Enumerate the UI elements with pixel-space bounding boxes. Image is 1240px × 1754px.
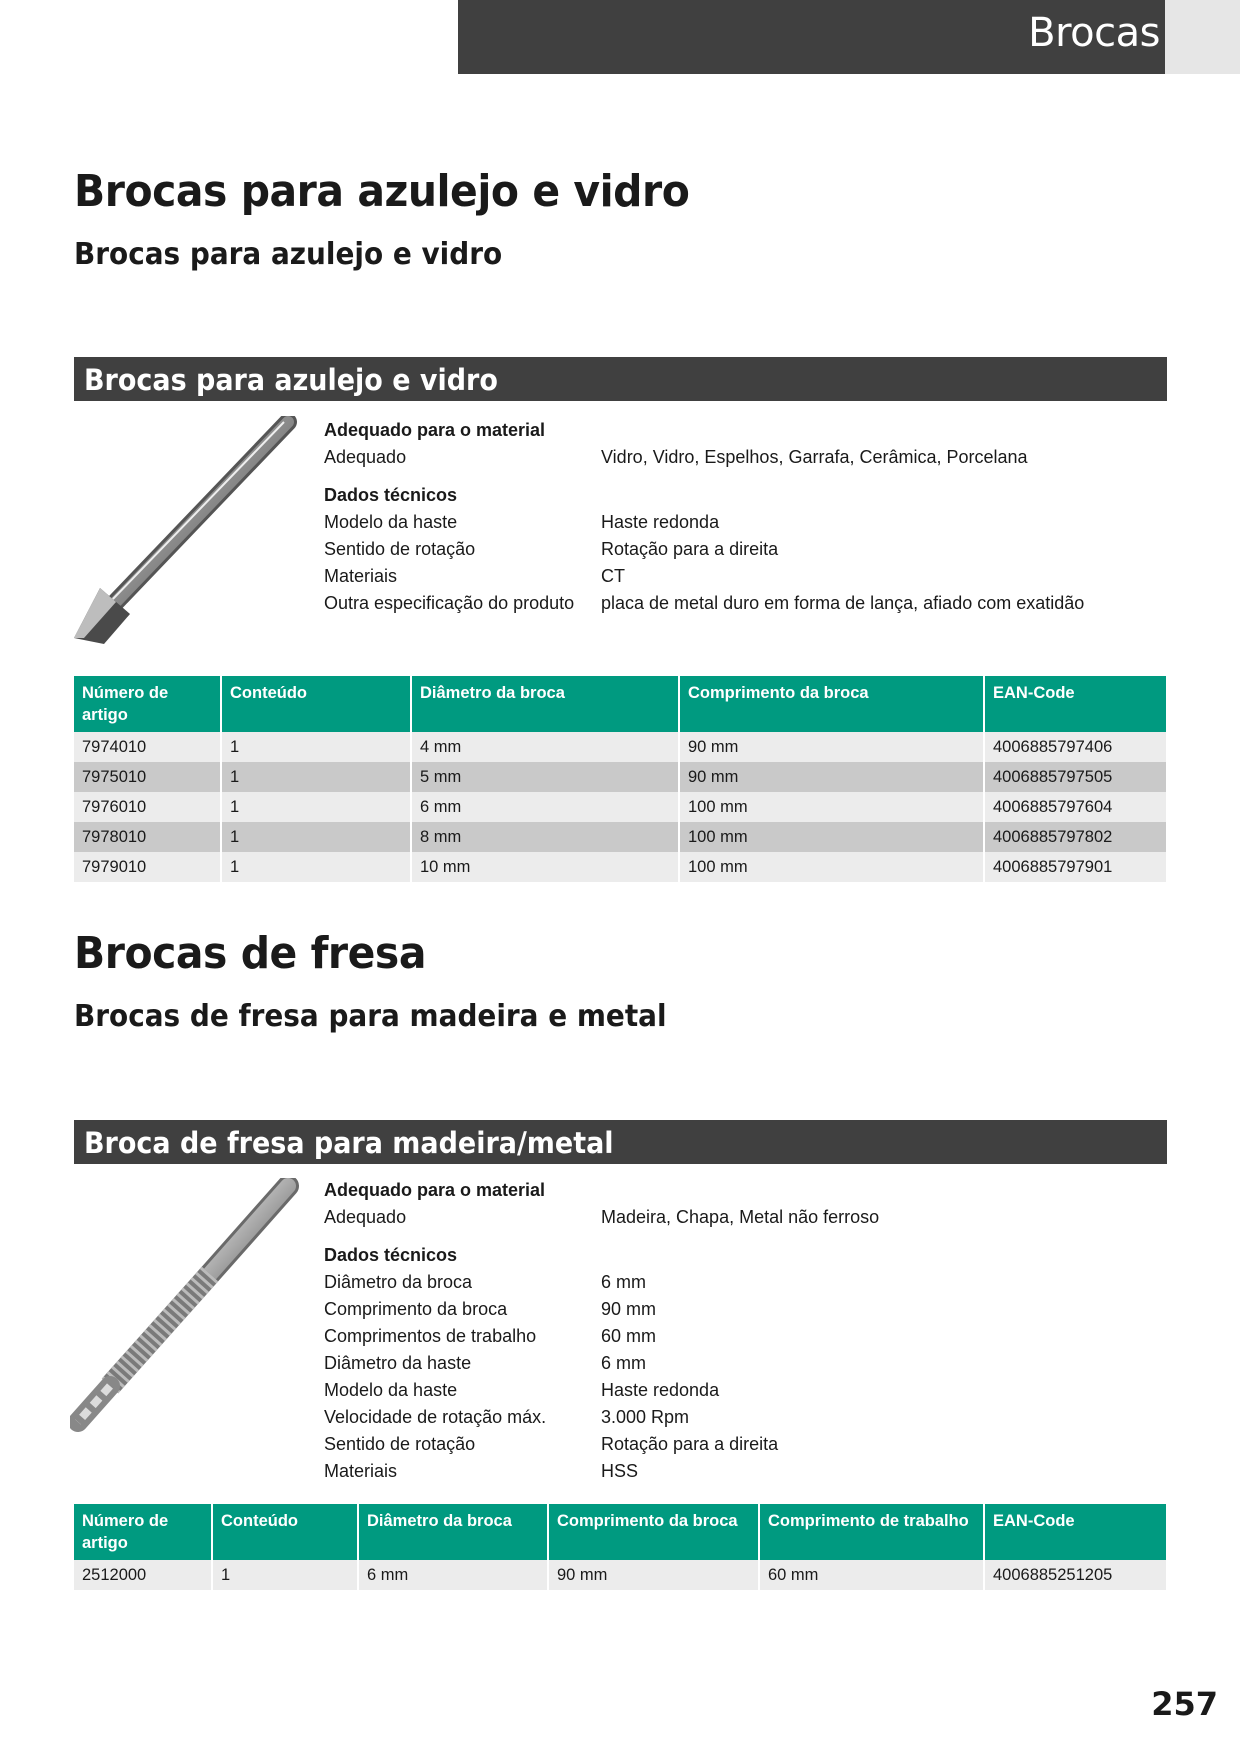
table-row [74,822,1167,852]
spec-label: Modelo da haste [324,512,458,532]
table-cell: 7974010 [74,732,221,762]
spec-value: CT [601,566,625,586]
table-cell: 100 mm [679,852,984,882]
section1-subtitle: Brocas para azulejo e vidro [74,237,503,272]
spec-value: 60 mm [601,1326,657,1346]
col-header: Conteúdo [212,1504,358,1560]
tile-glass-drill-bit-image [70,416,300,648]
table-cell: 10 mm [411,852,679,882]
table-cell: 7975010 [74,762,221,792]
spec-value: 6 mm [601,1353,646,1373]
table-cell: 5 mm [411,762,679,792]
spec-value: Haste redonda [601,512,720,532]
col-header: Número de artigo [74,676,221,732]
table-cell: 90 mm [548,1560,759,1590]
table-cell: 1 [221,732,411,762]
page-number: 257 [1151,1685,1218,1723]
material-heading: Adequado para o material [324,1180,546,1200]
table-cell: 4006885797604 [984,792,1167,822]
section2-article-table [74,1504,1168,1590]
col-header: Comprimento da broca [548,1504,759,1560]
table-cell: 4006885797406 [984,732,1167,762]
table-cell: 4006885251205 [984,1560,1167,1590]
spec-label: Materiais [324,1461,398,1481]
spec-label: Comprimentos de trabalho [324,1326,537,1346]
spec-value: Madeira, Chapa, Metal não ferroso [601,1207,880,1227]
table-row [74,852,1167,882]
table-cell: 4006885797802 [984,822,1167,852]
spec-label: Velocidade de rotação máx. [324,1407,547,1427]
table-cell: 60 mm [759,1560,984,1590]
table-cell: 8 mm [411,822,679,852]
table-cell: 2512000 [74,1560,212,1590]
spec-value: 6 mm [601,1272,646,1292]
spec-label: Outra especificação do produto [324,593,575,613]
spec-value: Rotação para a direita [601,1434,779,1454]
spec-label: Sentido de rotação [324,1434,476,1454]
spec-row [324,447,406,468]
header-title: Brocas [1028,10,1160,56]
spec-value: 90 mm [601,1299,657,1319]
table-cell: 4006885797505 [984,762,1167,792]
section1-bar-label: Brocas para azulejo e vidro [84,363,498,397]
table-cell: 1 [221,822,411,852]
spec-label: Comprimento da broca [324,1299,508,1319]
table-cell: 1 [221,762,411,792]
table-row [74,792,1167,822]
spec-label: Diâmetro da broca [324,1272,473,1292]
table-cell: 7976010 [74,792,221,822]
table-cell: 6 mm [358,1560,548,1590]
col-header: Diâmetro da broca [358,1504,548,1560]
spec-value: placa de metal duro em forma de lança, afiado com exatidão [601,593,1085,613]
table-cell: 90 mm [679,762,984,792]
tech-heading: Dados técnicos [324,485,458,505]
section1-title: Brocas para azulejo e vidro [74,166,690,217]
table-cell: 100 mm [679,792,984,822]
spec-label: Adequado [324,1207,407,1227]
table-cell: 7978010 [74,822,221,852]
table-row [74,762,1167,792]
tech-heading: Dados técnicos [324,1245,458,1265]
table-cell: 90 mm [679,732,984,762]
table-cell: 1 [221,792,411,822]
table-cell: 1 [221,852,411,882]
table-header-row [74,676,1167,732]
spec-label: Sentido de rotação [324,539,476,559]
spec-value: HSS [601,1461,639,1481]
section1-article-table [74,676,1168,882]
col-header: Comprimento da broca [679,676,984,732]
table-cell: 4006885797901 [984,852,1167,882]
col-header: EAN-Code [984,1504,1167,1560]
spec-value: Haste redonda [601,1380,720,1400]
col-header: Conteúdo [221,676,411,732]
col-header: Número de artigo [74,1504,212,1560]
header-tab [1165,0,1240,74]
table-header-row [74,1504,1167,1560]
section2-subtitle: Brocas de fresa para madeira e metal [74,999,667,1034]
col-header: Comprimento de trabalho [759,1504,984,1560]
table-row [74,1560,1167,1590]
spec-value: Vidro, Vidro, Espelhos, Garrafa, Cerâmica, Porcelana [601,447,1028,467]
spec-label: Adequado [324,447,407,467]
table-row [74,732,1167,762]
spec-label: Diâmetro da haste [324,1353,472,1373]
col-header: Diâmetro da broca [411,676,679,732]
section1-bar [74,357,1167,401]
spec-label: Materiais [324,566,398,586]
section2-bar [74,1120,1167,1164]
section2-bar-label: Broca de fresa para madeira/metal [84,1126,614,1160]
spec-value: 3.000 Rpm [601,1407,690,1427]
table-cell: 4 mm [411,732,679,762]
section2-title: Brocas de fresa [74,928,426,979]
table-cell: 100 mm [679,822,984,852]
table-cell: 1 [212,1560,358,1590]
spec-value: Rotação para a direita [601,539,779,559]
col-header: EAN-Code [984,676,1167,732]
spec-label: Modelo da haste [324,1380,458,1400]
material-heading: Adequado para o material [324,420,546,440]
milling-drill-bit-image [70,1178,300,1434]
table-cell: 7979010 [74,852,221,882]
table-cell: 6 mm [411,792,679,822]
